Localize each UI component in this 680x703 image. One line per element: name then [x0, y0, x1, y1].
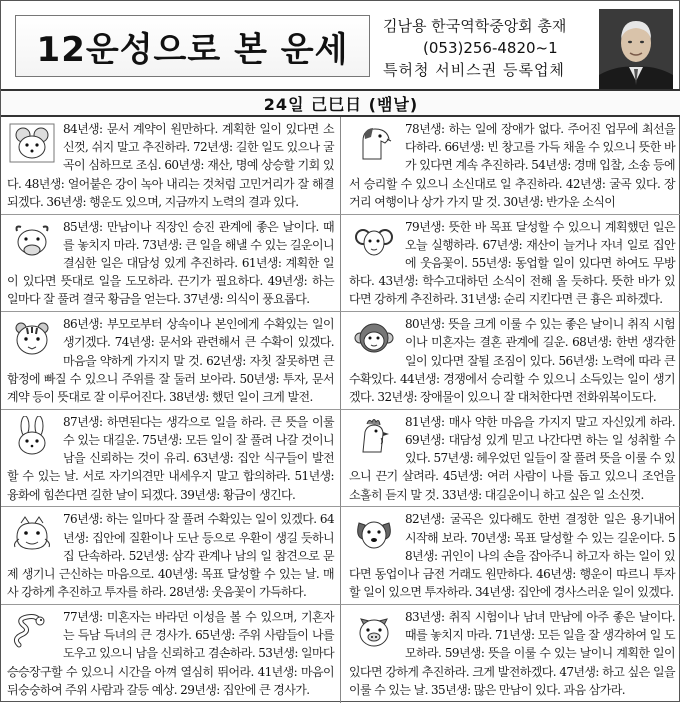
fortune-cell-horse	[341, 117, 680, 215]
fortune-text: 78년생: 하는 일에 장애가 없다. 주어진 업무에 최선을 다하라. 66년생: 빈 창고를 가득 채울 수 있으니 뜻한 바가 있다면 계속 추진하라. 54년생: 경매 입찰, 소송 등에서 승리할 수 있으니 소신대로 일 추진하라. 42년생: 굴곡 있다. 장거리 여행이나 상가 가지 말 것. 30년생: 반가운 소식이	[349, 122, 675, 209]
column-title: 12운성으로 본 운세	[36, 29, 349, 70]
fortune-text: 79년생: 뜻한 바 목표 달성할 수 있으니 계획했던 일은 오늘 실행하라. 67년생: 재산이 늘거나 자녀 일로 집안에 웃음꽃이. 55년생: 동업할 일이 있다면 하여도 무방하다. 43년생: 학수고대하던 소식이 전해 올 듯하다. 뜻한 바가 있다면 강하게 추진하라. 31년생: 순리 지킨다면 큰 흉은 피하겠다.	[349, 219, 675, 307]
author-registration: 특허청 서비스권 등록업체	[383, 61, 565, 79]
fortune-text: 81년생: 매사 약한 마음을 가지지 말고 자신있게 하라. 69년생: 대담성 있게 믿고 나간다면 하는 일 성취할 수 있다. 57년생: 헤우었던 일들이 잘 풀려 뜻을 이룰 수 있으니 끈기 살려라. 45년생: 여러 사람이 나를 돕고 있으니 조언을 소홀히 듣지 말 것. 33년생: 대길운이니 하고 싶은 일 소신껏.	[349, 414, 675, 502]
fortune-text: 86년생: 부모로부터 상속이나 본인에게 수확있는 일이 생기겠다. 74년생: 문서와 관련해서 큰 수확이 있겠다. 마음을 약하게 가지지 말 것. 62년생: 자칫 잘못하면 큰 함정에 빠질 수 있으니 주위를 잘 둘러 보아라. 50년생: 투자, 문서 계약 등이 뜻대로 잘 이루어진다. 38년생: 했던 일이 크게 발전.	[7, 317, 334, 404]
fortune-text: 80년생: 뜻을 크게 이룰 수 있는 좋은 날이니 취직 시험이나 미혼자는 결혼 관계에 길운. 68년생: 한번 생각한 일이 있다면 잘될 조짐이 있다. 56년생: 노력에 따라 큰 수확있다. 44년생: 경쟁에서 승리할 수 있으니 소득있는 일이 생기겠다. 32년생: 장애물이 있으니 잘 대처한다면 전화위복이도다.	[349, 317, 675, 404]
date-bar	[1, 89, 680, 117]
dog-icon	[349, 512, 399, 554]
fortune-cell-dog	[341, 507, 680, 605]
author-name: 김남용 한국역학중앙회 총재	[383, 17, 567, 35]
fortune-cell-pig	[341, 605, 680, 703]
horse-icon	[349, 122, 399, 164]
fortune-text: 82년생: 굴곡은 있다해도 한번 결정한 일은 용기내어 시작해 보라. 70년생: 목표 달성할 수 있는 길운이다. 58년생: 귀인이 나의 손을 잡아주니 하고자 하는 일이 있다면 동업이나 금전 거래도 원만하다. 46년생: 행운이 따르니 투자할 일이 있으면 투자하라. 34년생: 집안에 경사스러운 일이 있겠다.	[349, 512, 675, 600]
fortune-text: 85년생: 만남이나 직장인 승진 관계에 좋은 날이다. 때를 놓치지 마라. 73년생: 큰 일을 해낼 수 있는 길운이니 결심한 일은 대담성 있게 추진하라. 61년생: 계획한 일이 있다면 뜻대로 일을 도모하라. 끈기가 필요하다. 49년생: 하는 일마다 잘 풀려 결국 황금을 얻는다. 37년생: 의식이 풍요롭다.	[7, 219, 334, 307]
fortune-grid	[1, 117, 680, 703]
rooster-icon	[349, 415, 399, 457]
fortune-cell-ox	[1, 215, 341, 313]
date-line: 24일 己巳日 (뱀날)	[263, 94, 419, 114]
fortune-cell-tiger	[1, 312, 341, 410]
fortune-cell-snake	[1, 605, 341, 703]
dragon-icon	[7, 512, 57, 554]
column-title-box	[15, 15, 370, 77]
fortune-cell-rooster	[341, 410, 680, 508]
monkey-icon	[349, 317, 399, 359]
author-block	[383, 15, 593, 81]
rabbit-icon	[7, 415, 57, 457]
author-phone: (053)256-4820~1	[423, 39, 558, 57]
fortune-text: 76년생: 하는 일마다 잘 풀려 수확있는 일이 있겠다. 64년생: 집안에 질환이나 도난 등으로 우환이 생길 듯하니 집 단속하라. 52년생: 삼각 관계나 남의 일 참견으로 문제 생기니 근신하는 마음으로. 40년생: 목표 달성할 수 있는 날. 매사 강하게 추진하고 투자를 하라. 28년생: 웃음꽃이 가득하다.	[7, 512, 334, 600]
sheep-icon	[349, 220, 399, 262]
fortune-cell-monkey	[341, 312, 680, 410]
fortune-cell-dragon	[1, 507, 341, 605]
column-header	[1, 1, 680, 89]
snake-icon	[7, 610, 57, 652]
fortune-text: 77년생: 미혼자는 바라던 이성을 볼 수 있으며, 기혼자는 득남 득녀의 큰 경사가. 65년생: 주위 사람들이 나를 도우고 있으니 남을 신뢰하고 겸손하라. 53년생: 일마다 승승장구할 수 있으니 시간을 아껴 열심히 뛰어라. 41년생: 마음이 뒤숭숭하여 주위 사람과 갈등 예상. 29년생: 집안에 큰 경사가.	[7, 610, 334, 697]
fortune-cell-rat	[1, 117, 341, 215]
pig-icon	[349, 610, 399, 652]
fortune-cell-sheep	[341, 215, 680, 313]
tiger-icon	[7, 317, 57, 359]
fortune-cell-rabbit	[1, 410, 341, 508]
fortune-text: 83년생: 취직 시험이나 남녀 만남에 아주 좋은 날이다. 때를 놓치지 마라. 71년생: 모든 일을 잘 생각하여 일 도모하라. 59년생: 뜻을 이룰 수 있는 날이니 계획한 일이 있다면 강하게 추진하라. 크게 발전하겠다. 47년생: 하고 싶은 일을 이룰 수 있는 날. 35년생: 많은 만남이 있다. 과음 삼가라.	[349, 610, 675, 697]
ox-icon	[7, 220, 57, 262]
author-photo	[599, 9, 673, 89]
fortune-text: 84년생: 문서 계약이 원만하다. 계획한 일이 있다면 소신껏, 쉬지 말고 추진하라. 72년생: 길한 일도 있으나 굴곡이 심하므로 조심. 60년생: 재산, 명예 상승할 기회 있다. 48년생: 얼어붙은 강이 녹아 내리는 것처럼 고민거리가 잘 해결되겠다. 36년생: 행운도 있으며, 지금까지 노력의 결과 있다.	[7, 122, 334, 209]
fortune-text: 87년생: 하면된다는 생각으로 일을 하라. 큰 뜻을 이룰 수 있는 대길운. 75년생: 모든 일이 잘 풀려 나갈 것이니 남을 신뢰하는 것이 유리. 63년생: 집안 식구들이 발전할 수 있는 날. 서로 자기의견만 내세우지 말고 합의하라. 51년생: 융화에 힘쓴다면 길한 날이 되겠다. 39년생: 황금이 생긴다.	[7, 414, 334, 502]
rat-icon	[7, 122, 57, 164]
